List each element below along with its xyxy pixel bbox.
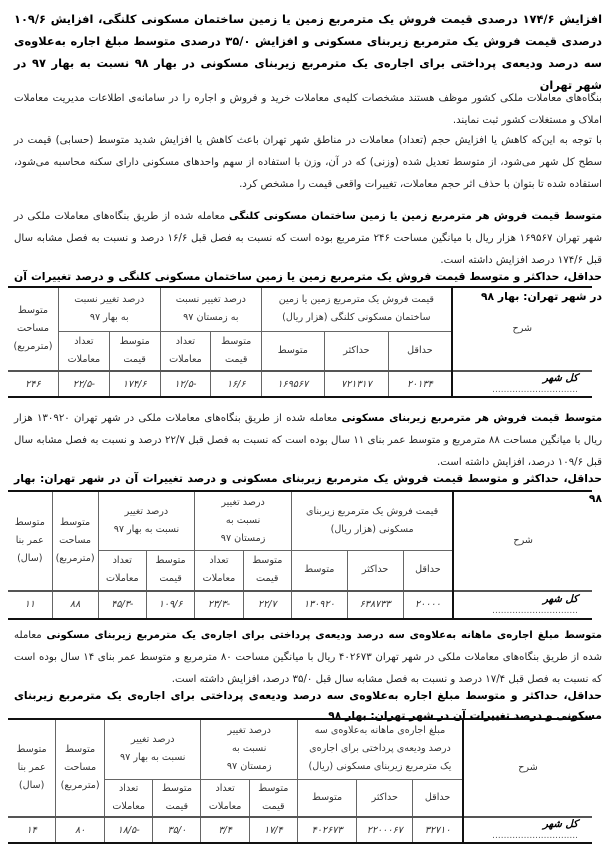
row-label: کل شهر <box>543 819 578 830</box>
table-residential-caption: حداقل، حداکثر و متوسط قیمت فروش یک مترمربع زیربنای مسکونی و درصد تغییرات آن در شهر تهران: بهار ۹۸ <box>14 472 602 505</box>
header-winter-avg-price: متوسط قیمت <box>211 331 262 371</box>
header-min: حداقل <box>413 779 463 817</box>
header-spring-tx-count: تعداد معاملات <box>98 551 146 591</box>
intro-block-2 <box>14 130 602 196</box>
cell-avg-age: ۱۱ <box>8 591 52 619</box>
table-rent <box>8 718 592 844</box>
section-land <box>14 206 602 272</box>
cell-min: ۲۰۰۰۰ <box>403 591 453 619</box>
header-max: حداکثر <box>357 779 413 817</box>
header-avg: متوسط <box>262 331 325 371</box>
cell-winter-tx-count: -۲۳/۳ <box>195 591 243 619</box>
row-label: کل شهر <box>543 593 578 605</box>
row-dots: .............................. <box>492 605 578 616</box>
header-winter-avg-price: متوسط قیمت <box>249 779 297 817</box>
cell-spring-avg-price: ۳۵/۰ <box>153 817 201 843</box>
section-land-lead: متوسط قیمت فروش هر مترمربع زمین یا زمین ساختمان مسکونی کلنگی <box>229 211 603 222</box>
section-residential-text <box>14 408 602 474</box>
table-land <box>8 286 592 398</box>
cell-winter-tx-count: -۱۲/۵ <box>160 371 211 397</box>
cell-avg-area: ۸۸ <box>52 591 98 619</box>
section-rent <box>14 625 602 691</box>
headline: افزایش ۱۷۴/۶ درصدی قیمت فروش یک مترمربع زمین یا زمین ساختمان مسکونی کلنگی، افزایش ۱۰۹/۶ درصدی قیمت فروش یک مترمربع زیربنای مسکونی و افزایش ۳۵/۰ درصدی متوسط مبلغ اجاره به‌علاوه‌ی سه درصد ودیعه‌ی پرداختی برای اجاره‌ی یک مترمربع زیربنای مسکونی در بهار ۹۸ نسبت به بهار ۹۷ در شهر تهران <box>14 12 602 92</box>
header-winter-tx-count: تعداد معاملات <box>195 551 243 591</box>
table-row <box>8 371 592 397</box>
row-label-cell <box>463 817 592 843</box>
cell-min: ۳۲۷۱۰ <box>413 817 463 843</box>
header-winter-tx-count: تعداد معاملات <box>201 779 249 817</box>
header-avg-age: متوسط عمر بنا (سال) <box>8 491 52 591</box>
header-change-winter: درصد تغییر نسبت به زمستان ۹۷ <box>160 287 262 331</box>
section-rent-text <box>14 625 602 691</box>
row-label-cell <box>452 371 592 397</box>
cell-spring-avg-price: ۱۰۹/۶ <box>147 591 195 619</box>
row-dots: .............................. <box>492 385 578 395</box>
headline-block <box>14 8 602 96</box>
row-label: کل شهر <box>543 373 578 384</box>
header-change-spring: درصد تغییر نسبت به بهار ۹۷ <box>58 287 160 331</box>
cell-spring-tx-count: -۴۵/۳ <box>98 591 146 619</box>
row-dots: .............................. <box>492 831 578 841</box>
cell-avg-area: ۲۴۶ <box>8 371 58 397</box>
cell-avg: ۱۳۰۹۲۰ <box>291 591 347 619</box>
header-winter-tx-count: تعداد معاملات <box>160 331 211 371</box>
table-land-caption: حداقل، حداکثر و متوسط قیمت فروش یک مترمربع زمین یا زمین ساختمان مسکونی کلنگی و درصد تغییرات آن در شهر تهران: بهار ۹۸ <box>14 270 602 303</box>
header-avg: متوسط <box>297 779 356 817</box>
section-land-text <box>14 206 602 272</box>
section-rent-lead: متوسط مبلغ اجاره‌ی ماهانه به‌علاوه‌ی سه درصد ودیعه‌ی پرداختی برای اجاره‌ی یک مترمربع زیربنای مسکونی <box>46 630 602 641</box>
header-change-winter: درصد تغییر نسبت به زمستان ۹۷ <box>201 719 297 779</box>
header-avg-age: متوسط عمر بنا (سال) <box>8 719 56 817</box>
header-avg-area: متوسط مساحت (مترمربع) <box>52 491 98 591</box>
section-residential <box>14 408 602 474</box>
header-price-group: قیمت فروش یک مترمربع زمین یا زمین ساختمان مسکونی کلنگی (هزار ریال) <box>262 287 452 331</box>
header-spring-avg-price: متوسط قیمت <box>109 331 160 371</box>
section-residential-lead: متوسط قیمت فروش هر مترمربع زیربنای مسکونی <box>341 413 603 424</box>
header-max: حداکثر <box>324 331 389 371</box>
header-spring-avg-price: متوسط قیمت <box>153 779 201 817</box>
header-description: شرح <box>463 719 592 817</box>
intro-paragraph-2: با توجه به این‌که کاهش یا افزایش حجم (تعداد) معاملات در مناطق شهر تهران باعث کاهش یا افزایش شدید متوسط (حسابی) قیمت در سطح کل شهر می‌شود، از متوسط تعدیل شده (وزنی) که در آن، وزن با استفاده از سهم واحدهای مسکونی دارای سکنه محاسبه می‌شود، استفاده شده تا بتوان با حذف اثر حجم معاملات، تغییرات واقعی قیمت را مشخص کرد. <box>14 135 602 190</box>
intro-block <box>14 88 602 132</box>
cell-max: ۲۲۰۰۰۶۷ <box>357 817 413 843</box>
header-spring-avg-price: متوسط قیمت <box>147 551 195 591</box>
cell-spring-tx-count: -۱۸/۵ <box>105 817 153 843</box>
table-residential <box>8 490 592 620</box>
header-avg-area: متوسط مساحت (مترمربع) <box>8 287 58 371</box>
table-row <box>8 817 592 843</box>
cell-winter-avg-price: ۱۷/۴ <box>249 817 297 843</box>
header-change-winter: درصد تغییر نسبت به زمستان ۹۷ <box>195 491 292 551</box>
cell-avg: ۱۶۹۵۶۷ <box>262 371 325 397</box>
table-rent-caption: حداقل، حداکثر و متوسط مبلغ اجاره به‌علاوه‌ی سه درصد ودیعه‌ی پرداختی برای اجاره‌ی یک مترمربع زیربنای مسکونی و درصد تغییرات آن در شهر تهران: بهار ۹۸ <box>14 689 602 722</box>
header-min: حداقل <box>389 331 452 371</box>
cell-max: ۶۳۸۷۳۳ <box>347 591 403 619</box>
header-min: حداقل <box>403 551 453 591</box>
cell-max: ۷۲۱۳۱۷ <box>324 371 389 397</box>
header-winter-avg-price: متوسط قیمت <box>243 551 291 591</box>
header-spring-tx-count: تعداد معاملات <box>58 331 109 371</box>
header-description: شرح <box>452 287 592 371</box>
section-rent-body: معامله شده از طریق بنگاه‌های معاملات ملکی در شهر تهران ۴۰۲۶۷۳ ریال با میانگین مساحت ۸۰ مترمربع و متوسط عمر بنای ۱۴ سال بوده است که نسبت به فصل قبل ۱۷/۴ درصد و نسبت به فصل مشابه سال قبل ۳۵/۰ درصد، افزایش داشته است. <box>14 630 602 685</box>
section-residential-body: معامله شده از طریق بنگاه‌های معاملات ملکی در شهر تهران ۱۳۰۹۲۰ هزار ریال با میانگین مساحت ۸۸ مترمربع و متوسط عمر بنای ۱۱ سال بوده است که نسبت به فصل قبل ۲۲/۷ درصد و نسبت به فصل مشابه سال قبل ۱۰۹/۶ درصد، افزایش داشته است. <box>14 413 602 468</box>
table-row <box>8 591 592 619</box>
cell-winter-tx-count: ۳/۴ <box>201 817 249 843</box>
header-avg-area: متوسط مساحت (مترمربع) <box>56 719 105 817</box>
header-price-group: قیمت فروش یک مترمربع زیربنای مسکونی (هزار ریال) <box>291 491 453 551</box>
cell-spring-avg-price: ۱۷۴/۶ <box>109 371 160 397</box>
cell-winter-avg-price: ۱۶/۶ <box>211 371 262 397</box>
cell-avg-age: ۱۴ <box>8 817 56 843</box>
section-land-body: معامله شده از طریق بنگاه‌های معاملات ملکی در شهر تهران ۱۶۹۵۶۷ هزار ریال با میانگین مساحت ۲۴۶ مترمربع بوده است که نسبت به فصل قبل ۱۶/۶ درصد و نسبت به فصل مشابه سال قبل ۱۷۴/۶ درصد افزایش داشته است. <box>14 211 603 266</box>
cell-avg: ۴۰۲۶۷۳ <box>297 817 356 843</box>
header-avg: متوسط <box>291 551 347 591</box>
cell-min: ۲۰۱۳۴ <box>389 371 452 397</box>
header-description: شرح <box>453 491 592 591</box>
intro-paragraph-1: بنگاه‌های معاملات ملکی کشور موظف هستند مشخصات کلیه‌ی معاملات خرید و فروش و اجاره را در سامانه‌ی اطلاعات مدیریت معاملات املاک و مستغلات کشور ثبت نمایند. <box>14 93 602 126</box>
header-max: حداکثر <box>347 551 403 591</box>
cell-avg-area: ۸۰ <box>56 817 105 843</box>
header-change-spring: درصد تغییر نسبت به بهار ۹۷ <box>98 491 195 551</box>
header-change-spring: درصد تغییر نسبت به بهار ۹۷ <box>105 719 201 779</box>
cell-spring-tx-count: -۲۲/۵ <box>58 371 109 397</box>
header-price-group: مبلغ اجاره‌ی ماهانه به‌علاوه‌ی سه درصد ودیعه‌ی پرداختی برای اجاره‌ی یک مترمربع زیربنای مسکونی (ریال) <box>297 719 463 779</box>
row-label-cell <box>453 591 592 619</box>
cell-winter-avg-price: ۲۲/۷ <box>243 591 291 619</box>
header-spring-tx-count: تعداد معاملات <box>105 779 153 817</box>
